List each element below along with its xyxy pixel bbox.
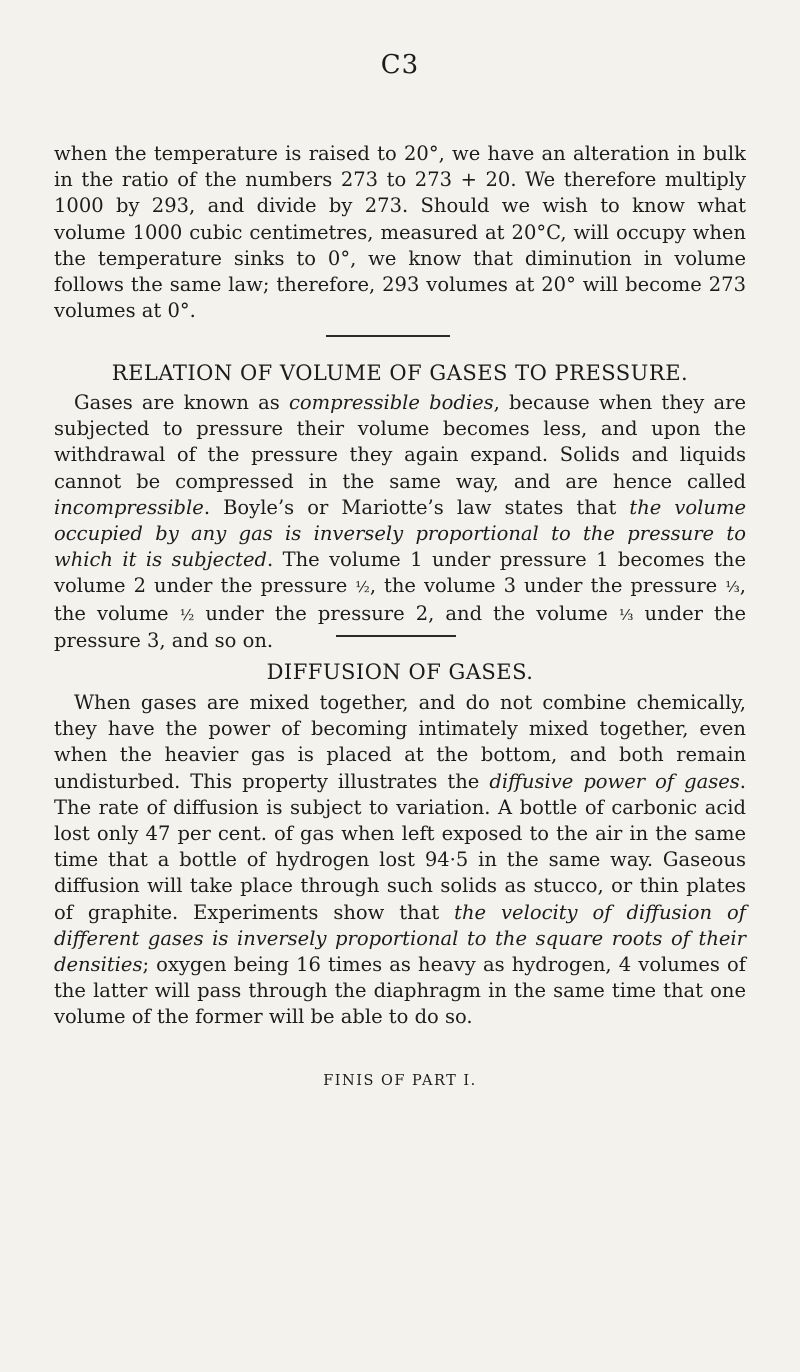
section-divider: [336, 635, 456, 637]
paragraph-body: [54, 390, 746, 654]
fraction: ⅓: [618, 605, 634, 624]
paragraph-text: when the temperature is raised to 20°, we have an alteration in bulk in the ratio of the numbers 273 to 273 + 20. We therefore multiply 1000 by 293, and divide by 273. Should we wish to know what volume 1000 cubic centimetres, measured at 20°C, will occupy when the temperature sinks to 0°, we know that diminution in volume follows the same law; therefore, 293 volumes at 20° will become 273 volumes at 0°.: [54, 142, 746, 323]
text-run: under the pressure 3, and so on.: [54, 601, 746, 652]
text-run: , because when they are subjected to pressure their volume becomes less, and upon the withdrawal of the pressure they again expand. Solids and liquids cannot be compressed in the same way, and are hence called: [54, 391, 746, 493]
text-run: Gases are known as: [74, 391, 289, 414]
fraction: ½: [179, 605, 195, 624]
text-run: . The volume 1 under pressure 1 becomes the volume 2 under the pressure: [54, 548, 746, 598]
italic-law-statement: the velocity of diffusion of different gases is inversely proportional to the square roots of their densities: [54, 900, 746, 977]
text-run: ; oxygen being 16 times as heavy as hydrogen, 4 volumes of the latter will pass through the diaphragm in the same time that one volume of the former will be able to do so.: [54, 953, 746, 1029]
text-run: under the pressure 2, and the volume: [194, 601, 619, 625]
italic-term: compressible bodies: [288, 391, 494, 414]
paragraph-pressure: [54, 390, 746, 654]
italic-law-statement: the volume occupied by any gas is inversely proportional to the pressure to which it is subjected: [54, 495, 747, 572]
section-heading-pressure: RELATION OF VOLUME OF GASES TO PRESSURE.: [111, 361, 689, 385]
text-run: . The rate of diffusion is subject to variation. A bottle of carbonic acid lost only 47 per cent. of gas when left exposed to the air in the same time that a bottle of hydrogen lost 94·5 in the same way. Gaseous diffusion will take place through such solids as stucco, or thin plates of graphite. Experiments show that: [54, 769, 746, 924]
italic-term: incompressible: [54, 495, 204, 519]
section-heading-diffusion: DIFFUSION OF GASES.: [266, 660, 534, 684]
text-run: , the volume 3 under the pressure: [369, 574, 726, 598]
paragraph-temperature: [54, 141, 746, 324]
footer-colophon: FINIS OF PART I.: [323, 1073, 477, 1089]
fraction: ½: [355, 578, 370, 597]
paragraph-body: [54, 690, 746, 1031]
text-run: , the volume: [54, 574, 746, 625]
italic-term: diffusive power of gases: [489, 769, 740, 793]
text-run: When gases are mixed together, and do not combine chemically, they have the power of becoming intimately mixed together, even when the heavier gas is placed at the bottom, and both remain undisturbed. This property illustrates the: [54, 691, 746, 793]
page-number: C3: [380, 50, 420, 80]
text-run: . Boyle’s or Mariotte’s law states that: [203, 495, 630, 519]
paragraph-diffusion: [54, 690, 746, 1031]
fraction: ⅓: [725, 578, 740, 597]
section-divider: [326, 335, 450, 337]
